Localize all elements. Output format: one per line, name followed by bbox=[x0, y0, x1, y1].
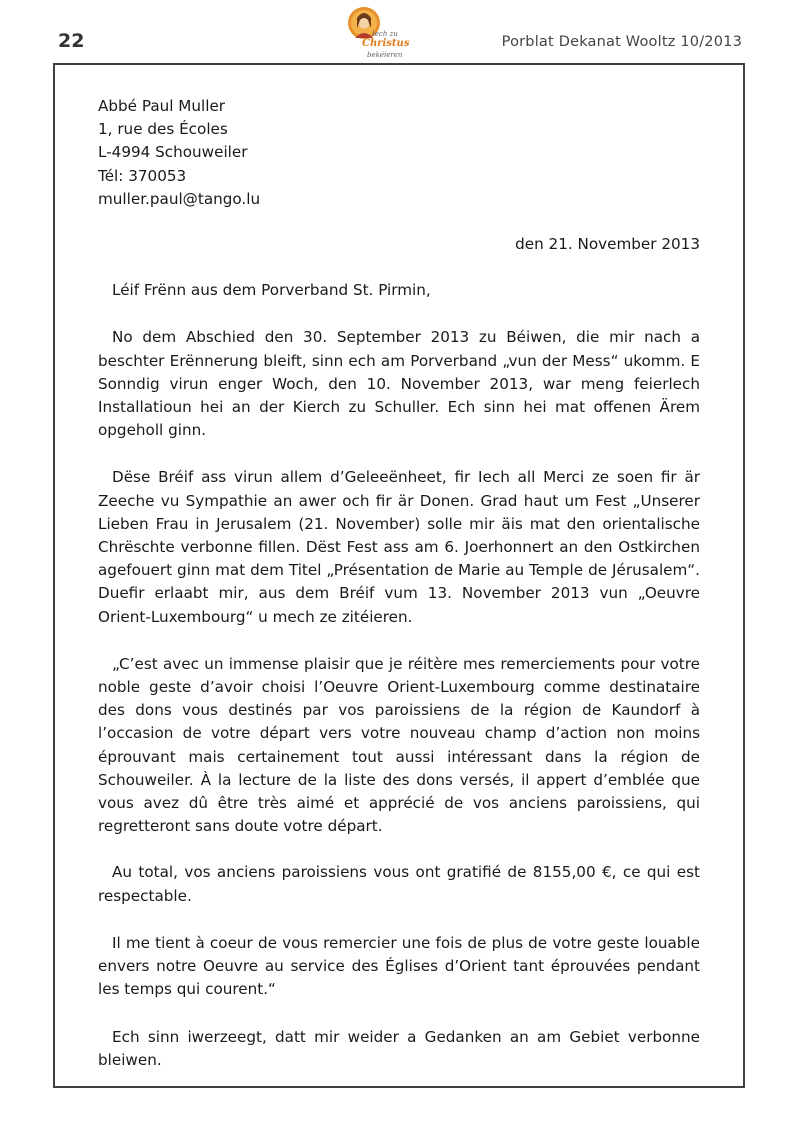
address-city: L-4994 Schouweiler bbox=[98, 143, 248, 162]
paragraph-3-quote: „C’est avec un immense plaisir que je réitère mes remerciements pour votre noble geste d’avoir choisi l’Oeuvre Orient-Luxembourg comme destinataire des dons vous destinés par vos paroissiens de la région de Kaundorf à l’occasion de votre départ vers votre nouveau champ d’action non moins éprouvant mais certainement tout aussi intéressant dans la région de Schouweiler. À la lecture de la liste des dons versés, il appert d’emblée que vous avez dû être très aimé et apprécié de vos anciens paroissiens, qui regretteront sans doute votre départ. bbox=[98, 654, 700, 836]
address-phone: Tél: 370053 bbox=[98, 166, 187, 185]
paragraph-5-quote: Il me tient à coeur de vous remercier une fois de plus de votre geste louable envers notre Oeuvre au service des Églises d’Orient tant éprouvées pendant les temps qui courent.“ bbox=[98, 933, 700, 999]
address-street: 1, rue des Écoles bbox=[98, 120, 228, 139]
logo-text-line1: Iech zu bbox=[372, 30, 398, 38]
letter-greeting: Léif Frënn aus dem Porverband St. Pirmin, bbox=[112, 281, 431, 300]
letter-date: den 21. November 2013 bbox=[515, 235, 700, 254]
paragraph-2: Dëse Bréif ass virun allem d’Geleeënheet, fir Iech all Merci ze soen fir är Zeeche vu Sympathie an awer och fir är Donen. Grad haut um Fest „Unserer Lieben Frau in Jerusalem (21. November) solle mir äis mat den orientalische Chrëschte verbonne fillen. Dëst Fest ass am 6. Joerhonnert an den Ostkirchen agefouert ginn mat dem Titel „Présentation de Marie au Temple de Jérusalem“. Duefir erlaabt mir, aus dem Bréif vum 13. November 2013 vun „Oeuvre Orient-Luxembourg“ u mech ze zitéieren. bbox=[98, 468, 700, 626]
publication-logo bbox=[342, 6, 410, 64]
paragraph-6: Ech sinn iwerzeegt, datt mir weider a Gedanken an am Gebiet verbonne bleiwen. bbox=[98, 1027, 700, 1069]
page-number: 22 bbox=[58, 30, 85, 52]
publication-title: Porblat Dekanat Wooltz 10/2013 bbox=[501, 34, 742, 50]
logo-text-line2: Christus bbox=[362, 38, 410, 49]
paragraph-1: No dem Abschied den 30. September 2013 zu Béiwen, die mir nach a beschter Erënnerung bleift, sinn ech am Porverband „vun der Mess“ ukomm. E Sonndig virun enger Woch, den 10. November 2013, war meng feierlech Installatioun hei an der Kierch zu Schuller. Ech sinn hei mat offenen Ärem opgeholl ginn. bbox=[98, 328, 700, 440]
logo-text-line3: bekéieren bbox=[367, 51, 403, 59]
address-name: Abbé Paul Muller bbox=[98, 97, 226, 115]
letter-body bbox=[98, 95, 700, 1072]
sender-address bbox=[98, 95, 700, 211]
address-email: muller.paul@tango.lu bbox=[98, 189, 261, 208]
paragraph-4-quote: Au total, vos anciens paroissiens vous ont gratifié de 8155,00 €, ce qui est respectable. bbox=[98, 863, 700, 905]
